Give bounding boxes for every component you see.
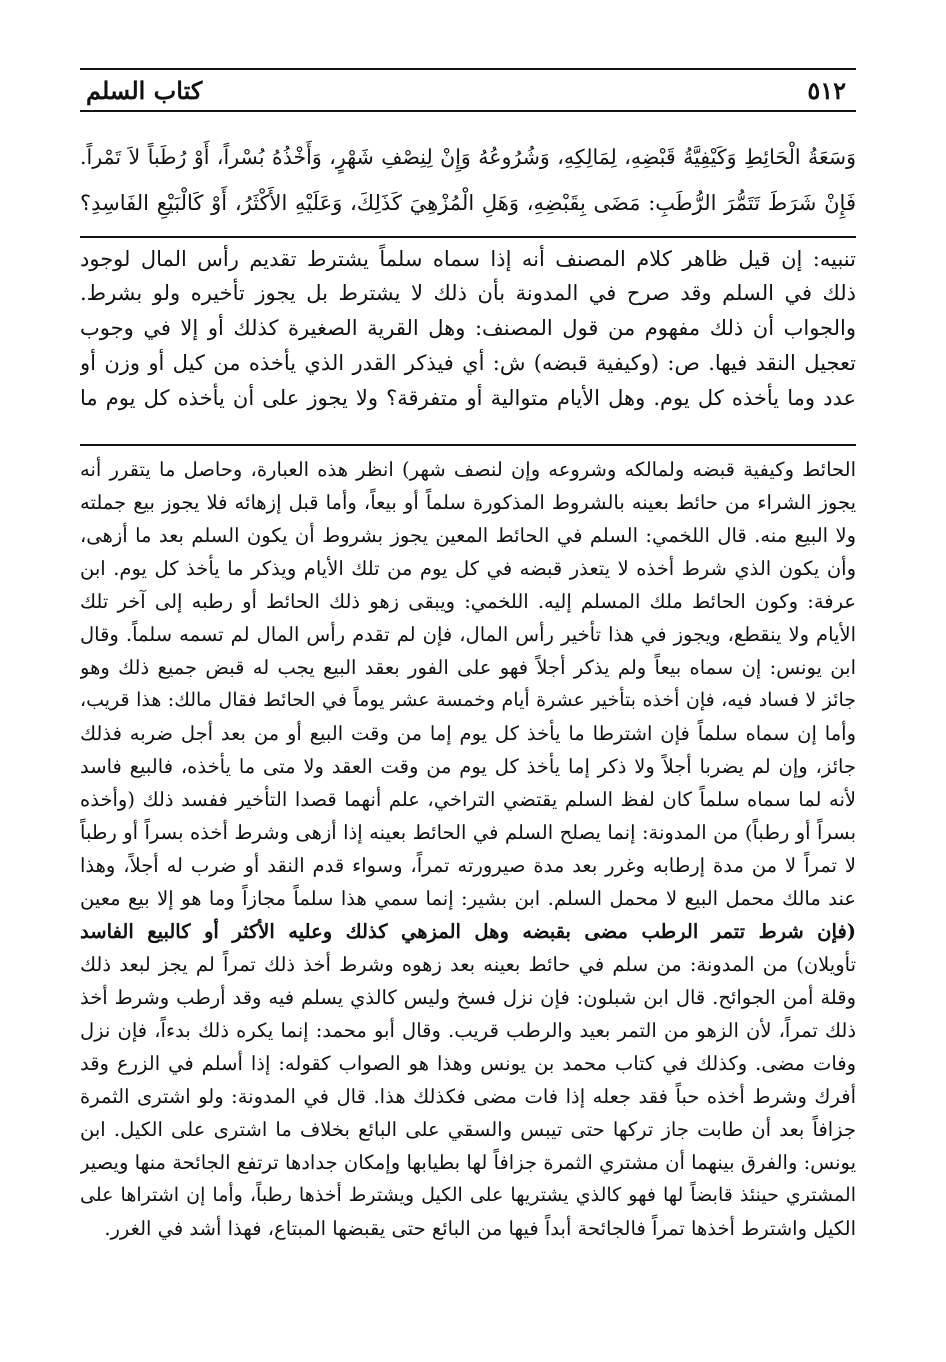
commentary-line: لأنه لما سماه سلماً كان لفظ السلم يقتضي التراخي، علم أنهما قصدا التأخير ففسد ذلك (وأخذه <box>80 788 856 811</box>
commentary-line: (فإن شرط تتمر الرطب مضى بقبضه وهل المزهي كذلك وعليه الأكثر أو كالبيع الفاسد <box>80 920 856 943</box>
commentary-line: وفات مضى. وكذلك في كتاب محمد بن يونس وهذا هو الصواب كقوله: إذا أسلم في الزرع وقد <box>80 1052 856 1075</box>
commentary-line: وقلة أمن الجوائح. قال ابن شبلون: فإن نزل فسخ وليس كالذي يسلم فيه وقد أرطب وشرط أخذ <box>80 986 856 1009</box>
commentary-line: جزافاً بعد أن طابت جاز تركها حتى تيبس والسقي على البائع بخلاف ما اشترى على الكيل. ابن <box>80 1118 856 1141</box>
matn-line: فَإِنْ شَرَطَ تَتَمُّرَ الرُّطَبِ: مَضَى بِقَبْضِهِ، وَهَلِ الْمُزْهِيَ كَذَلِكَ، وَعَلَيْهِ الأَكْثَرُ، أَوْ كَالْبَيْعِ الفَاسِدِ؟ <box>80 191 856 215</box>
commentary-line: ابن يونس: إن سماه بيعاً ولم يذكر أجلاً فهو على الفور بعقد البيع يجب له قبض جميع ذلك وهو <box>80 656 856 679</box>
matn-line: وَسَعَةُ الْحَائِطِ وَكَيْفِيَّةُ قَبْضِهِ، لِمَالِكِهِ، وَشُرُوعُهُ وَإِنْ لِنِصْفِ شَهْرٍ، وَأَخْذُهُ بُسْراً، أَوْ رُطَباً لاَ تَمْراً. <box>80 145 856 169</box>
commentary-line: يجوز الشراء من حائط بعينه بالشروط المذكورة سلماً أو بيعاً، وأما قبل إزهائه فلا يجوز بيع جملته <box>80 491 856 514</box>
commentary-line: تنبيه: إن قيل ظاهر كلام المصنف أنه إذا سماه سلماً يشترط تقديم رأس المال لوجود <box>80 247 856 271</box>
header-rule <box>80 110 856 112</box>
commentary-line: الكيل واشترط أخذها تمراً فالجائحة أبداً فيها من البائع حتى يقبضها المبتاع، فهذا أشد في الغرر. <box>104 1217 856 1240</box>
commentary-line: الحائط وكيفية قبضه ولمالكه وشروعه وإن لنصف شهر) انظر هذه العبارة، وحاصل ما يتقرر أنه <box>80 458 856 481</box>
commentary-line: تعجيل النقد فيها. ص: (وكيفية قبضه) ش: أي فيذكر القدر الذي يأخذه من كيل أو وزن أو <box>80 351 856 375</box>
commentary-line: عند مالك محمل البيع لا محمل السلم. ابن بشير: إنما سمي هذا سلماً مجازاً وما هو إلا بيع معين <box>80 887 856 910</box>
commentary-line: ولا البيع منه. قال اللخمي: السلم في الحائط المعين يجوز بشروط أن يكون السلم بعد ما أزهى، <box>80 524 856 547</box>
commentary-line: وأما إن سماه سلماً فإن اشترطا ما يأخذ كل يوم إما من وقت البيع أو من بعد أجل ضربه فذلك <box>80 722 856 745</box>
commentary-line: ذلك تمراً، لأن الزهو من التمر بعيد والرطب قريب. وقال أبو محمد: إنما يكره ذلك بدءاً، فإن نزل <box>80 1019 856 1042</box>
commentary-line: الأيام ولا ينقطع، ويجوز في هذا تأخير رأس المال، فإن لم تقدم رأس المال لم تسمه سلماً. وقال <box>80 623 856 646</box>
commentary-line: تأويلان) من المدونة: من سلم في حائط بعينه بعد زهوه وشرط أخذ ذلك تمراً لم يجز لبعد ذلك <box>80 953 856 976</box>
page-header <box>80 68 856 112</box>
commentary-line: المشتري حينئذ قابضاً لها فهو كالذي يشتريها على الكيل ويشترط أخذها رطباً، وأما إن اشتراها على <box>80 1184 856 1206</box>
commentary-line: جائز لا فساد فيه، فإن أخذه بتأخير عشرة أيام وخمسة عشر يوماً في الحائط فقال مالك: هذا قريب، <box>80 689 856 711</box>
commentary-line: وأن يكون الذي شرط أخذه لا يتعذر قبضه في كل يوم من تلك الأيام ويذكر ما يأخذ كل يوم. ابن <box>80 557 856 580</box>
commentary-line: ذلك في السلم وقد صرح في المدونة بأن ذلك لا يشترط بل يجوز تأخيره ولو بشرط. <box>80 281 856 305</box>
commentary-line: والجواب أن ذلك مفهوم من قول المصنف: وهل القرية الصغيرة كذلك أو إلا في وجوب <box>80 316 856 340</box>
commentary-line: جائز، وإن لم يضربا أجلاً ولا ذكر إما يأخذ كل يوم من وقت العقد ولا متى ما يأخذه، فالبيع فاسد <box>80 755 856 778</box>
commentary-line: أفرك وشرط أخذه حباً فقد جعله إذا فات مضى فكذلك هذا. قال في المدونة: ولو اشترى الثمرة <box>80 1085 856 1108</box>
matn-divider <box>80 236 856 238</box>
commentary-line: عدد وما يأخذه كل يوم. وهل الأيام متوالية أو متفرقة؟ ولا يجوز على أن يأخذه كل يوم ما <box>80 386 856 410</box>
commentary-line: لا تمراً لا من مدة إرطابه وغرر بعد مدة صيرورته تمراً، وسواء قدم النقد أو ضرب له أجلاً، وهذا <box>80 854 856 877</box>
page-number: ٥١٢ <box>807 76 846 105</box>
commentary-divider <box>80 444 856 446</box>
commentary-line: بسراً أو رطباً) من المدونة: إنما يصلح السلم في الحائط بعينه إذا أزهى وشرط أخذه بسراً أو رطباً <box>80 821 856 844</box>
book-title: كتاب السلم <box>86 76 203 105</box>
book-page <box>80 68 856 1348</box>
commentary-line: عرفة: وكون الحائط ملك المسلم إليه. اللخمي: ويبقى زهو ذلك الحائط أو رطبه إلى آخر تلك <box>80 590 856 613</box>
commentary-line: يونس: والفرق بينهما أن مشتري الثمرة جزافاً لها بطيابها وإمكان جدادها ترتفع الجائحة منها ويصير <box>80 1151 856 1174</box>
